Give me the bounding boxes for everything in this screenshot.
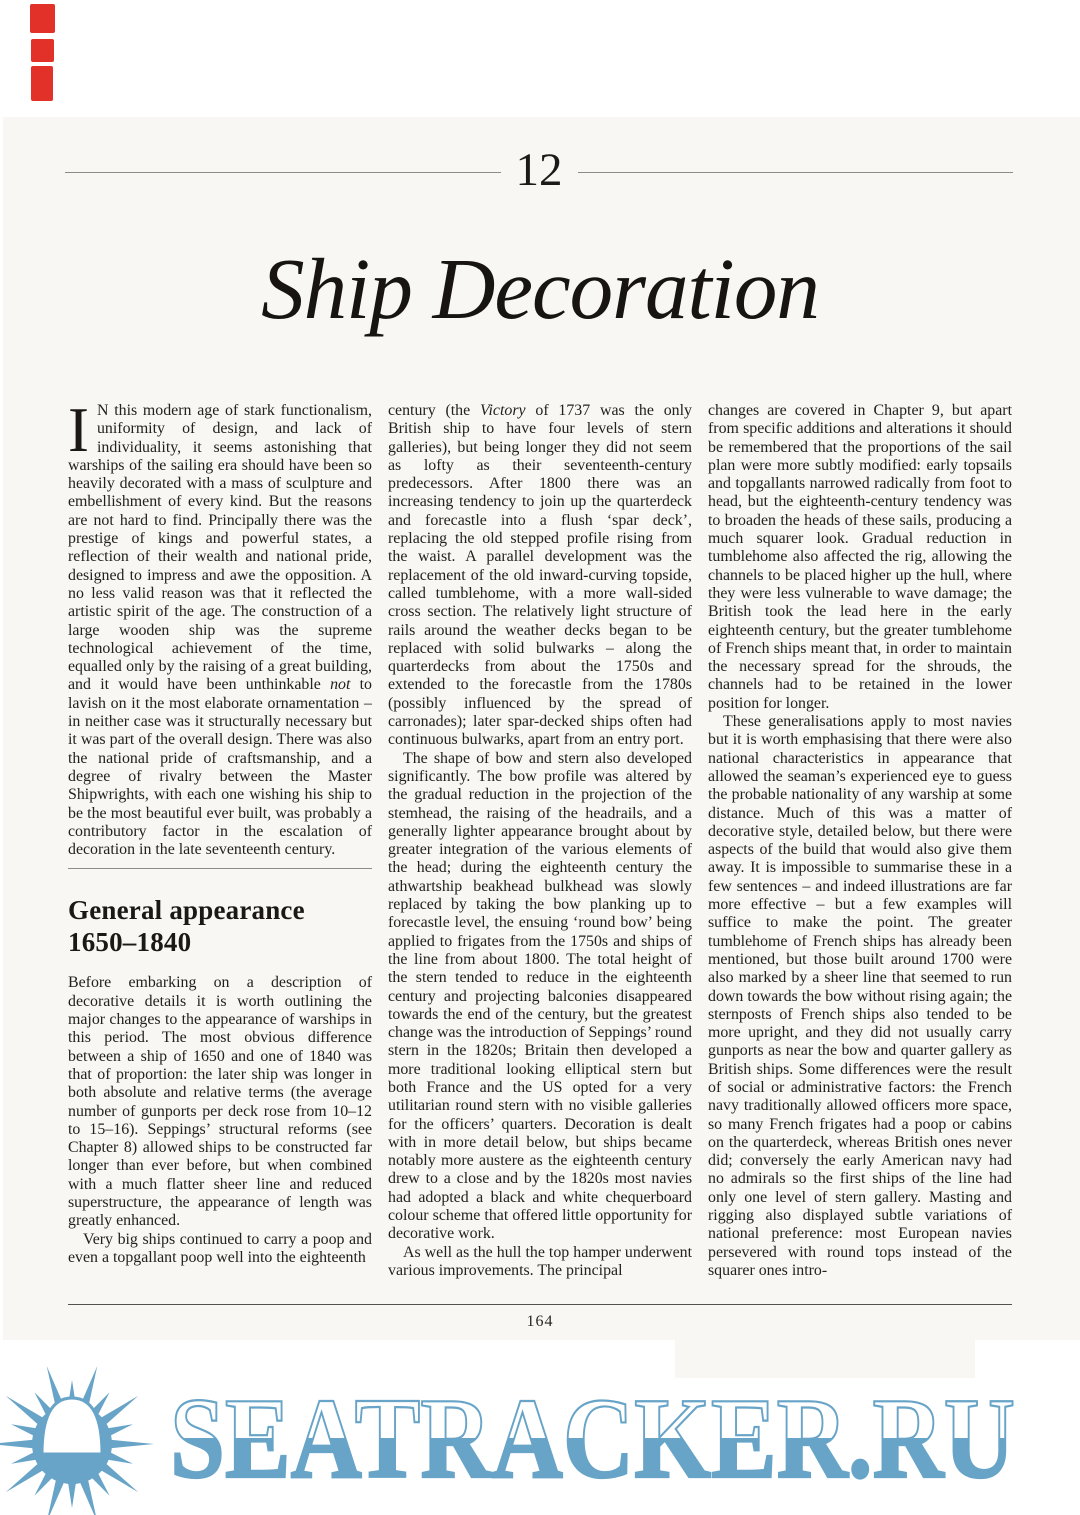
page-title: Ship Decoration [261, 240, 819, 337]
sun-icon [0, 1366, 154, 1515]
body-column-1 [68, 395, 372, 1280]
paragraph: These generalisations apply to most navies but it is worth emphasising that there were also national characteristics in appearance that allowed the seaman’s experienced eye to guess the probable nationality of any warship at some distance. Much of this was a matter of decorative style, detailed below, but there were aspects of the build that would also give them away. It is impossible to summarise these in a few sentences – and indeed illustrations are far more effective – but a few examples will suffice to make the point. The greater tumblehome of French ships has already been mentioned, but those built around 1700 were also marked by a sheer line that seemed to run down towards the bow without rising again; the sternposts of French ships also tended to be more upright, and they did not usually carry gunports as near the bow and quarter gallery as British ships. Some differences were the result of social or administrative factors: the French navy traditionally allowed officers more space, so many French frigates had a poop or cabins on the quarterdeck, whereas British ones never did; conversely the early American navy had no admirals so the first ships of the line had only one level of stern gallery. Masting and rigging also displayed subtle variations of national preference: most European navies persevered with round tops instead of the squarer ones intro- [708, 713, 1012, 1279]
body-column-3 [708, 402, 1012, 1280]
paragraph: The shape of bow and stern also developed significantly. The bow profile was altered by the gradual reduction in the projection of the stemhead, the raising of the headrails, and a generally lighter appearance brought about by greater integration of the various elements of the head; during the eighteenth century the athwartship beakhead bulkhead was slowly replaced by taking the bow planking up to forecastle level, the ensuing ‘round bow’ being applied to frigates from the 1750s and ships of the line from about 1800. The total height of the stern tended to reduce in the eighteenth century and projecting balconies disappeared towards the end of the century, but the greatest change was the introduction of Seppings’ round stern in the 1820s; Britain then developed a more traditional looking elliptical stern but both France and the US opted for a very utilitarian round stern with no visible galleries for the officers’ quarters. Decoration is dealt with in more detail below, but ships became notably more austere as the eighteenth century drew to a close and by the 1820s most navies had adopted a black and white chequerboard colour scheme that offered little opportunity for decorative work. [388, 749, 692, 1243]
drop-cap: I [68, 395, 89, 465]
paragraph: I N this modern age of stark functionalism, uniformity of design, and lack of individuality, it seems astonishing that warships of the sailing era should have been so heavily decorated with a mass of sculpture and embellishment of every kind. But the reasons are not hard to find. Principally there was the prestige of kings and powerful states, a reflection of their wealth and national pride, designed to impress and awe the opposition. A no less valid reason was that it reflected the artistic spirit of the age. The construction of a large wooden ship was the supreme technological achievement of the time, equalled only by the raising of a great building, and it would have been unthinkable not to lavish on it the most elaborate ornamentation – in neither case was it structurally necessary but it was part of the overall design. There was also the national pride of craftsmanship, and a degree of rivalry between the Master Shipwrights, with each one wishing his ship to be the most beautiful ever built, was probably a contributory factor in the escalation of decoration in the late seventeenth century. [68, 395, 372, 859]
chapter-rule-left [65, 172, 501, 173]
red-scan-mark [30, 4, 55, 33]
paragraph: Very big ships continued to carry a poop and even a topgallant poop well into the eighteenth [68, 1230, 372, 1266]
paragraph: changes are covered in Chapter 9, but apart from specific additions and alterations it should be remembered that the proportions of the sail plan were more subtly modified: early topsails and topgallants narrowed radically from foot to head, but the eighteenth-century tendency was to broaden the heads of these sails, producing a much squarer look. Gradual reduction in tumblehome also affected the rig, allowing the channels to be placed higher up the hull, where they were less vulnerable to wave damage; the British took the lead here in the early eighteenth century, but the greater tumblehome of French ships meant that, in order to maintain the necessary spread for the shrouds, the channels had to be retained in the lower position for longer. [708, 402, 1012, 712]
footer-rule [68, 1304, 1012, 1305]
watermark-text: SEATRACKER.RU [170, 1375, 1015, 1502]
chapter-rule-right [578, 172, 1014, 173]
paragraph: century (the Victory of 1737 was the only British ship to have four levels of stern galleries), but being longer they did not seem as lofty as their seventeenth-century predecessors. After 1800 there was an increasing tendency to join up the quarterdeck and forecastle into a flush ‘spar deck’, replacing the old stepped profile rising from the waist. A parallel development was the replacement of the old inward-curving topside, called tumblehome, with a more wall-sided cross section. The relatively light structure of rails around the weather decks began to be replaced with solid bulwarks – along the quarterdecks from about the 1750s and extended to the forecastle from the 1780s (possibly influenced by the spread of carronades); later spar-decked ships often had continuous bulwarks, apart from an entry port. [388, 402, 692, 749]
red-scan-mark [31, 39, 54, 62]
chapter-number: 12 [515, 143, 563, 196]
red-scan-mark [31, 66, 53, 101]
chapter-header [65, 142, 1013, 202]
page-number: 164 [526, 1313, 554, 1330]
paragraph: As well as the hull the top hamper underwent various improvements. The principal [388, 1243, 692, 1279]
watermark [0, 1356, 1080, 1515]
paragraph: Before embarking on a description of decorative details it is worth outlining the major changes to the appearance of warships in this period. The most obvious difference between a ship of 1650 and one of 1840 was that of proportion: the later ship was longer in both absolute and relative terms (the average number of gunports per deck rose from 10–12 to 15–16). Seppings’ structural reforms (see Chapter 8) allowed ships to be constructed far longer than ever before, but when combined with a much flatter sheer line and reduced superstructure, the appearance of length was greatly enhanced. [68, 974, 372, 1230]
section-divider [68, 868, 372, 869]
text-columns [68, 395, 1012, 1280]
body-column-2 [388, 402, 692, 1280]
section-heading: General appearance 1650–1840 [68, 895, 305, 958]
